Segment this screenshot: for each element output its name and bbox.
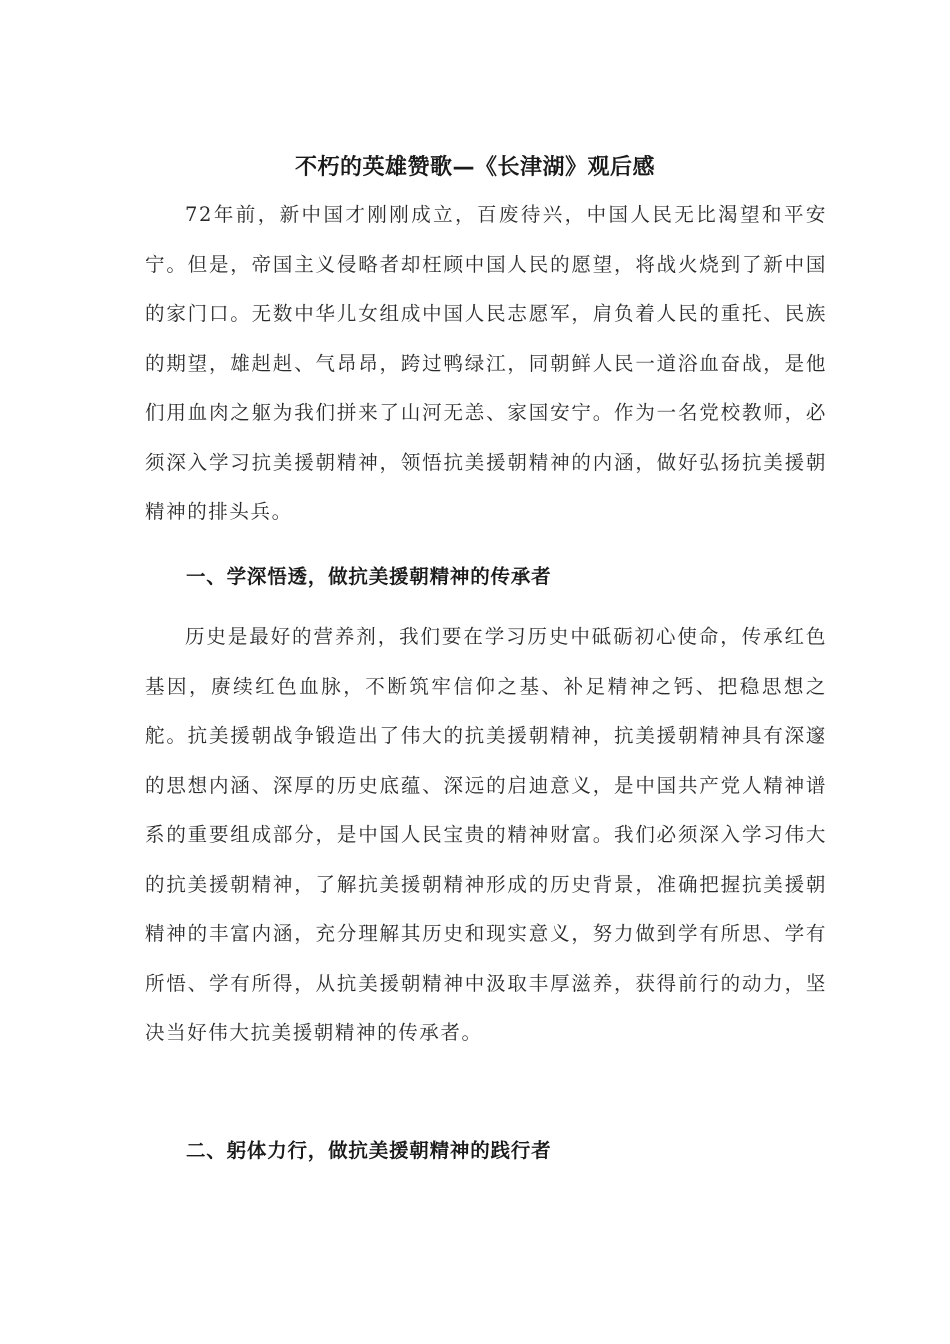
intro-paragraph: 72年前，新中国才刚刚成立，百废待兴，中国人民无比渴望和平安宁。但是，帝国主义侵略者却枉顾中国人民的愿望，将战火烧到了新中国的家门口。无数中华儿女组成中国人民志愿军，肩负着人民的重托、民族的期望，雄赳赳、气昂昂，跨过鸭绿江，同朝鲜人民一道浴血奋战，是他们用血肉之躯为我们拼来了山河无恙、家国安宁。作为一名党校教师，必须深入学习抗美援朝精神，领悟抗美援朝精神的内涵，做好弘扬抗美援朝精神的排头兵。: [145, 203, 827, 523]
document-title: 不朽的英雄赞歌—《长津湖》观后感: [294, 154, 655, 180]
section-2-heading: 二、躬体力行，做抗美援朝精神的践行者: [186, 1139, 552, 1162]
section-1-heading: 一、学深悟透，做抗美援朝精神的传承者: [186, 565, 552, 588]
section-1-paragraph: 历史是最好的营养剂，我们要在学习历史中砥砺初心使命，传承红色基因，赓续红色血脉，不断筑牢信仰之基、补足精神之钙、把稳思想之舵。抗美援朝战争锻造出了伟大的抗美援朝精神，抗美援朝精神具有深邃的思想内涵、深厚的历史底蕴、深远的启迪意义，是中国共产党人精神谱系的重要组成部分，是中国人民宝贵的精神财富。我们必须深入学习伟大的抗美援朝精神，了解抗美援朝精神形成的历史背景，准确把握抗美援朝精神的丰富内涵，充分理解其历史和现实意义，努力做到学有所思、学有所悟、学有所得，从抗美援朝精神中汲取丰厚滋养，获得前行的动力，坚决当好伟大抗美援朝精神的传承者。: [145, 625, 827, 1044]
